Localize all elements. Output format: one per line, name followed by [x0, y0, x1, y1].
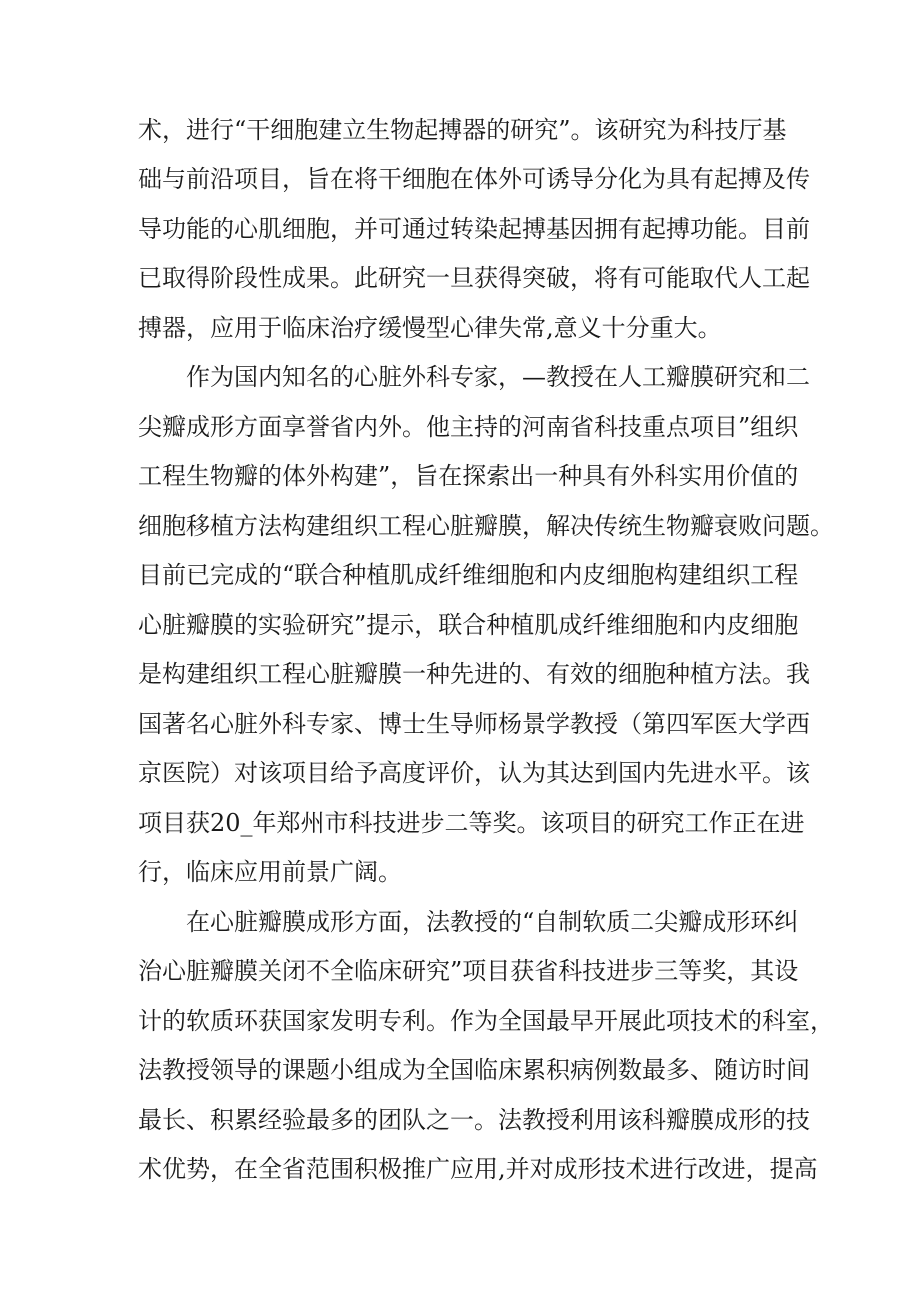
text-line: 京医院）对该项目给予高度评价，认为其达到国内先进水平。该	[138, 759, 810, 787]
text-line: 导功能的心肌细胞，并可通过转染起搏基因拥有起搏功能。目前	[138, 215, 810, 243]
text-line: 国著名心脏外科专家、博士生导师杨景学教授（第四军医大学西	[138, 710, 810, 738]
text-line: 计的软质环获国家发明专利。作为全国最早开展此项技术的科室，	[138, 1007, 834, 1035]
text-line: 最长、积累经验最多的团队之一。法教授利用该科瓣膜成形的技	[138, 1106, 810, 1134]
text-line: 心脏瓣膜的实验研究”提示，联合种植肌成纤维细胞和内皮细胞	[138, 611, 799, 639]
text-line: 础与前沿项目，旨在将干细胞在体外可诱导分化为具有起搏及传	[138, 165, 810, 193]
text-line: 在心脏瓣膜成形方面，法教授的“自制软质二尖瓣成形环纠	[186, 908, 799, 936]
text-line: 术，进行“干细胞建立生物起搏器的研究”。该研究为科技厅基	[138, 116, 787, 144]
text-line: 术优势，在全省范围积极推广应用,并对成形技术进行改进，提高	[138, 1155, 818, 1183]
text-line: 尖瓣成形方面享誉省内外。他主持的河南省科技重点项目”组织	[138, 413, 799, 441]
text-line: 是构建组织工程心脏瓣膜一种先进的、有效的细胞种植方法。我	[138, 660, 810, 688]
text-line: 项目获20_年郑州市科技进步二等奖。该项目的研究工作正在进	[138, 809, 805, 837]
text-line: 法教授领导的课题小组成为全国临床累积病例数最多、随访时间	[138, 1056, 810, 1084]
text-line: 行，临床应用前景广阔。	[138, 858, 402, 886]
text-line: 已取得阶段性成果。此研究一旦获得突破，将有可能取代人工起	[138, 264, 810, 292]
text-line: 工程生物瓣的体外构建”，旨在探索出一种具有外科实用价值的	[138, 462, 799, 490]
text-line: 作为国内知名的心脏外科专家，—教授在人工瓣膜研究和二	[186, 363, 810, 391]
text-line: 细胞移植方法构建组织工程心脏瓣膜，解决传统生物瓣衰败问题。	[138, 512, 834, 540]
text-line: 目前已完成的“联合种植肌成纤维细胞和内皮细胞构建组织工程	[138, 561, 799, 589]
text-line: 治心脏瓣膜关闭不全临床研究”项目获省科技进步三等奖，其设	[138, 957, 799, 985]
text-line: 搏器，应用于临床治疗缓慢型心律失常,意义十分重大。	[138, 314, 722, 342]
